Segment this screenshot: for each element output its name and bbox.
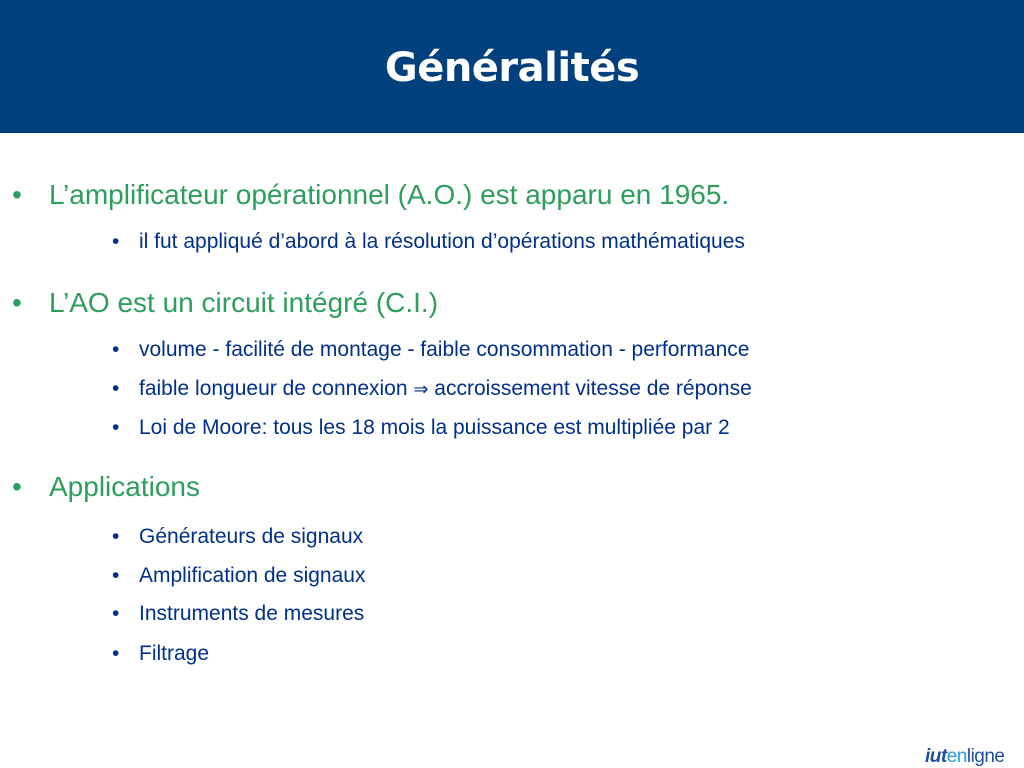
bullet-marker: • <box>12 471 22 502</box>
bullet-marker: • <box>112 602 120 625</box>
bullet-marker: • <box>112 338 120 361</box>
sub-bullet-text: Amplification de signaux <box>139 564 366 587</box>
sub-bullet-text: Filtrage <box>139 642 210 665</box>
sub-bullet-text <box>139 374 752 405</box>
bullet-marker: • <box>12 287 22 318</box>
bullet-marker: • <box>112 642 120 665</box>
sub-bullet-text: Loi de Moore: tous les 18 mois la puissance est multipliée par 2 <box>139 416 730 439</box>
sub-bullet-text: il fut appliqué d’abord à la résolution d’opérations mathématiques <box>139 230 745 253</box>
sub-bullet-text-start: faible longueur de connexion <box>139 377 414 400</box>
slide-title: Généralités <box>384 45 640 91</box>
logo-part-iut: iut <box>925 746 947 767</box>
sub-bullet-text: Générateurs de signaux <box>139 525 364 548</box>
bullet-marker: • <box>112 564 120 587</box>
logo-part-en: en <box>946 746 967 767</box>
iutenligne-logo <box>925 744 1005 768</box>
logo-part-ligne: ligne <box>966 746 1005 767</box>
bullet-marker: • <box>112 230 120 253</box>
bullet-marker: • <box>112 416 120 439</box>
sub-bullet-text-end: accroissement vitesse de réponse <box>428 377 752 400</box>
bullet-marker: • <box>112 377 120 400</box>
bullet-marker: • <box>112 525 120 548</box>
sub-bullet-text: volume - facilité de montage - faible consommation - performance <box>139 338 750 361</box>
bullet-text: L’AO est un circuit intégré (C.I.) <box>49 287 439 318</box>
implies-arrow-icon: ⇒ <box>413 379 429 400</box>
bullet-marker: • <box>12 179 22 210</box>
bullet-text: L’amplificateur opérationnel (A.O.) est apparu en 1965. <box>49 179 730 210</box>
sub-bullet-text: Instruments de mesures <box>139 602 365 625</box>
bullet-text: Applications <box>49 471 200 502</box>
